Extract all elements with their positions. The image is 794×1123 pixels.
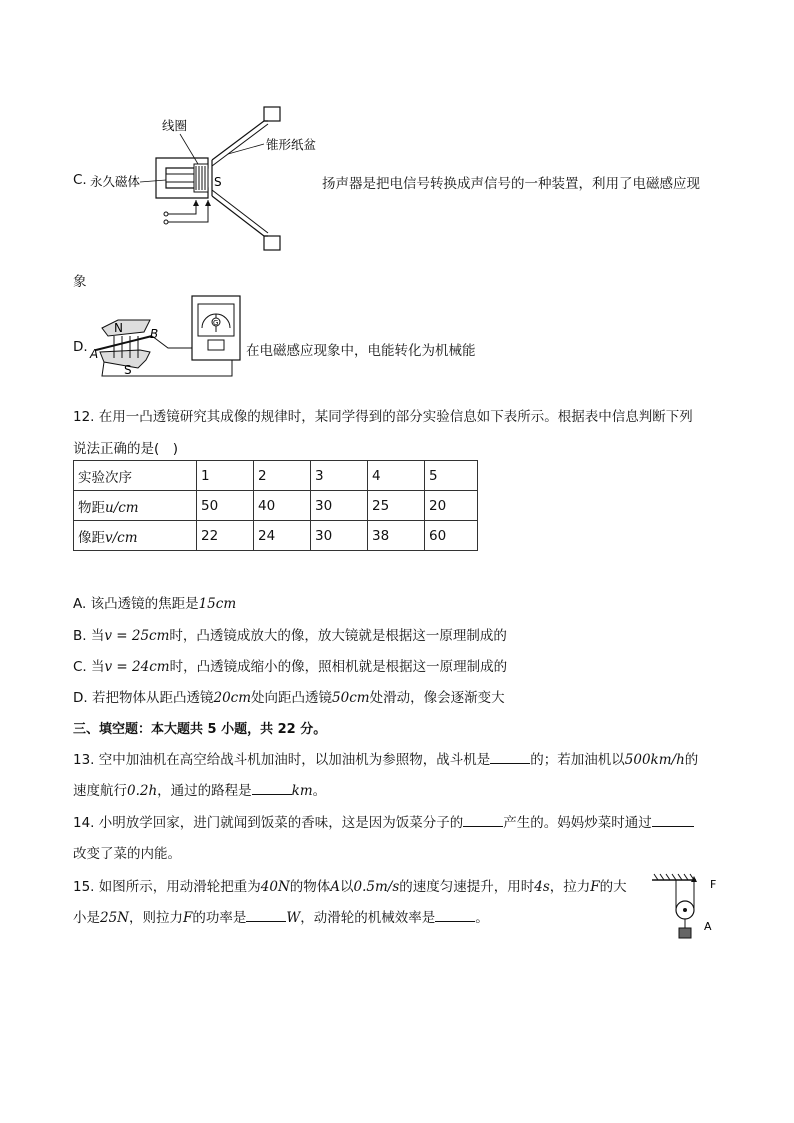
q15-line1	[73, 875, 627, 895]
q-text: 的功率是	[192, 910, 247, 926]
table-cell: 1	[197, 461, 254, 491]
coil-label: 线圈	[162, 118, 188, 133]
q-text: 的物体	[289, 879, 331, 895]
header-unit: u/cm	[105, 499, 139, 516]
table-header-trial: 实验次序	[74, 461, 197, 491]
table-cell: 5	[425, 461, 478, 491]
q-math: F	[590, 879, 600, 895]
option-math: v = 25cm	[104, 628, 170, 644]
header-text: 物距	[78, 499, 105, 516]
option-math: 15cm	[198, 596, 237, 612]
option-text: 时，凸透镜成放大的像，放大镜就是根据这一原理制成的	[169, 628, 507, 644]
option-math: 50cm	[332, 690, 370, 706]
section-heading: 三、填空题：本大题共 5 小题，共 22 分。	[73, 722, 327, 737]
q-math: 25N	[100, 910, 129, 926]
q-text: 13. 空中加油机在高空给战斗机加油时，以加油机为参照物，战斗机是	[73, 752, 491, 768]
option-text: D. 若把物体从距凸透镜	[73, 690, 214, 706]
table-cell: 60	[425, 521, 478, 551]
q-math: 40N	[260, 879, 290, 895]
s-pole-label: S	[214, 175, 222, 189]
option-text: 处向距凸透镜	[251, 690, 333, 706]
pulley-diagram	[648, 872, 724, 944]
table-cell: 25	[368, 491, 425, 521]
q-math: 0.5m/s	[353, 879, 400, 895]
q-math: 0.2h	[127, 783, 158, 799]
q-text: 小是	[73, 910, 100, 926]
option-c-text: 扬声器是把电信号转换成声信号的一种装置，利用了电磁感应现	[322, 176, 700, 192]
table-cell: 40	[254, 491, 311, 521]
b-end-label: B	[150, 327, 159, 341]
table-cell: 50	[197, 491, 254, 521]
q15-line2	[73, 906, 489, 926]
table-header-object-distance	[74, 491, 197, 521]
table-header-image-distance	[74, 521, 197, 551]
q12-option-b	[73, 624, 507, 644]
table-cell: 30	[311, 491, 368, 521]
q-math: W	[286, 910, 301, 926]
q-math: A	[330, 879, 341, 895]
table-row	[74, 461, 478, 491]
option-text: 时，凸透镜成缩小的像，照相机就是根据这一原理制成的	[169, 659, 508, 675]
q-text: ，通过的路程是	[157, 783, 252, 799]
option-d-label: D.	[73, 339, 88, 355]
answer-blank[interactable]	[252, 780, 292, 795]
q14-line1	[73, 811, 694, 831]
q12-option-d	[73, 686, 505, 706]
q13-line2	[73, 779, 326, 799]
q-text: 的大	[599, 879, 627, 895]
object-a-label: A	[704, 920, 712, 933]
header-text: 像距	[78, 529, 105, 546]
q-math: 4s	[534, 879, 550, 895]
q-text: 速度航行	[73, 783, 127, 799]
q-text: ，动滑轮的机械效率是	[300, 910, 436, 926]
q-math: F	[183, 910, 193, 926]
a-end-label: A	[90, 347, 99, 361]
q-text: 的速度匀速提升，用时	[399, 879, 535, 895]
experiment-table	[73, 460, 478, 551]
n-pole-label: N	[114, 321, 123, 335]
option-math: v = 24cm	[104, 659, 170, 675]
q12-option-a	[73, 592, 236, 612]
answer-blank[interactable]	[490, 749, 530, 764]
speaker-diagram	[88, 104, 323, 254]
table-row	[74, 491, 478, 521]
q-text: 的；若加油机以	[530, 752, 625, 768]
q13-line1	[73, 748, 698, 768]
table-cell: 20	[425, 491, 478, 521]
option-c-text-cont: 象	[73, 274, 87, 290]
table-cell: 2	[254, 461, 311, 491]
induction-diagram	[88, 292, 248, 392]
option-d-text: 在电磁感应现象中，电能转化为机械能	[246, 343, 476, 359]
q12-stem-line2: 说法正确的是( )	[73, 441, 179, 457]
table-cell: 3	[311, 461, 368, 491]
galvanometer-g-label: G	[213, 319, 219, 327]
table-cell: 38	[368, 521, 425, 551]
option-c-label: C.	[73, 172, 87, 188]
cone-label: 锥形纸盆	[266, 137, 317, 152]
option-text: A. 该凸透镜的焦距是	[73, 596, 199, 612]
option-text: C. 当	[73, 659, 105, 675]
q12-option-c	[73, 655, 507, 675]
option-text: 处滑动，像会逐渐变大	[369, 690, 505, 706]
magnet-label: 永久磁体	[90, 174, 141, 189]
q-math: 500km/h	[624, 752, 685, 768]
table-row	[74, 521, 478, 551]
header-unit: v/cm	[105, 529, 138, 546]
q-math: km	[291, 783, 313, 799]
option-text: B. 当	[73, 628, 105, 644]
q-text: 15. 如图所示，用动滑轮把重为	[73, 879, 261, 895]
table-cell: 22	[197, 521, 254, 551]
table-cell: 4	[368, 461, 425, 491]
q-text: ，则拉力	[129, 910, 183, 926]
answer-blank[interactable]	[652, 812, 694, 827]
q-text: 以	[340, 879, 354, 895]
q-text: 14. 小明放学回家，进门就闻到饭菜的香味，这是因为饭菜分子的	[73, 815, 464, 831]
q-text: 的	[684, 752, 699, 768]
table-cell: 30	[311, 521, 368, 551]
answer-blank[interactable]	[435, 907, 475, 922]
answer-blank[interactable]	[246, 907, 286, 922]
q-text: ，拉力	[549, 879, 591, 895]
force-f-label: F	[710, 878, 717, 891]
q14-line2: 改变了菜的内能。	[73, 846, 181, 862]
s-pole-label-d: S	[124, 363, 132, 377]
option-math: 20cm	[213, 690, 252, 706]
q-text: 产生的。妈妈炒菜时通过	[503, 815, 652, 831]
q-text: 。	[312, 783, 327, 799]
table-cell: 24	[254, 521, 311, 551]
q-text: 。	[475, 910, 489, 926]
answer-blank[interactable]	[463, 812, 503, 827]
q12-stem-line1: 12. 在用一凸透镜研究其成像的规律时，某同学得到的部分实验信息如下表所示。根据表中信息判断下列	[73, 409, 693, 425]
